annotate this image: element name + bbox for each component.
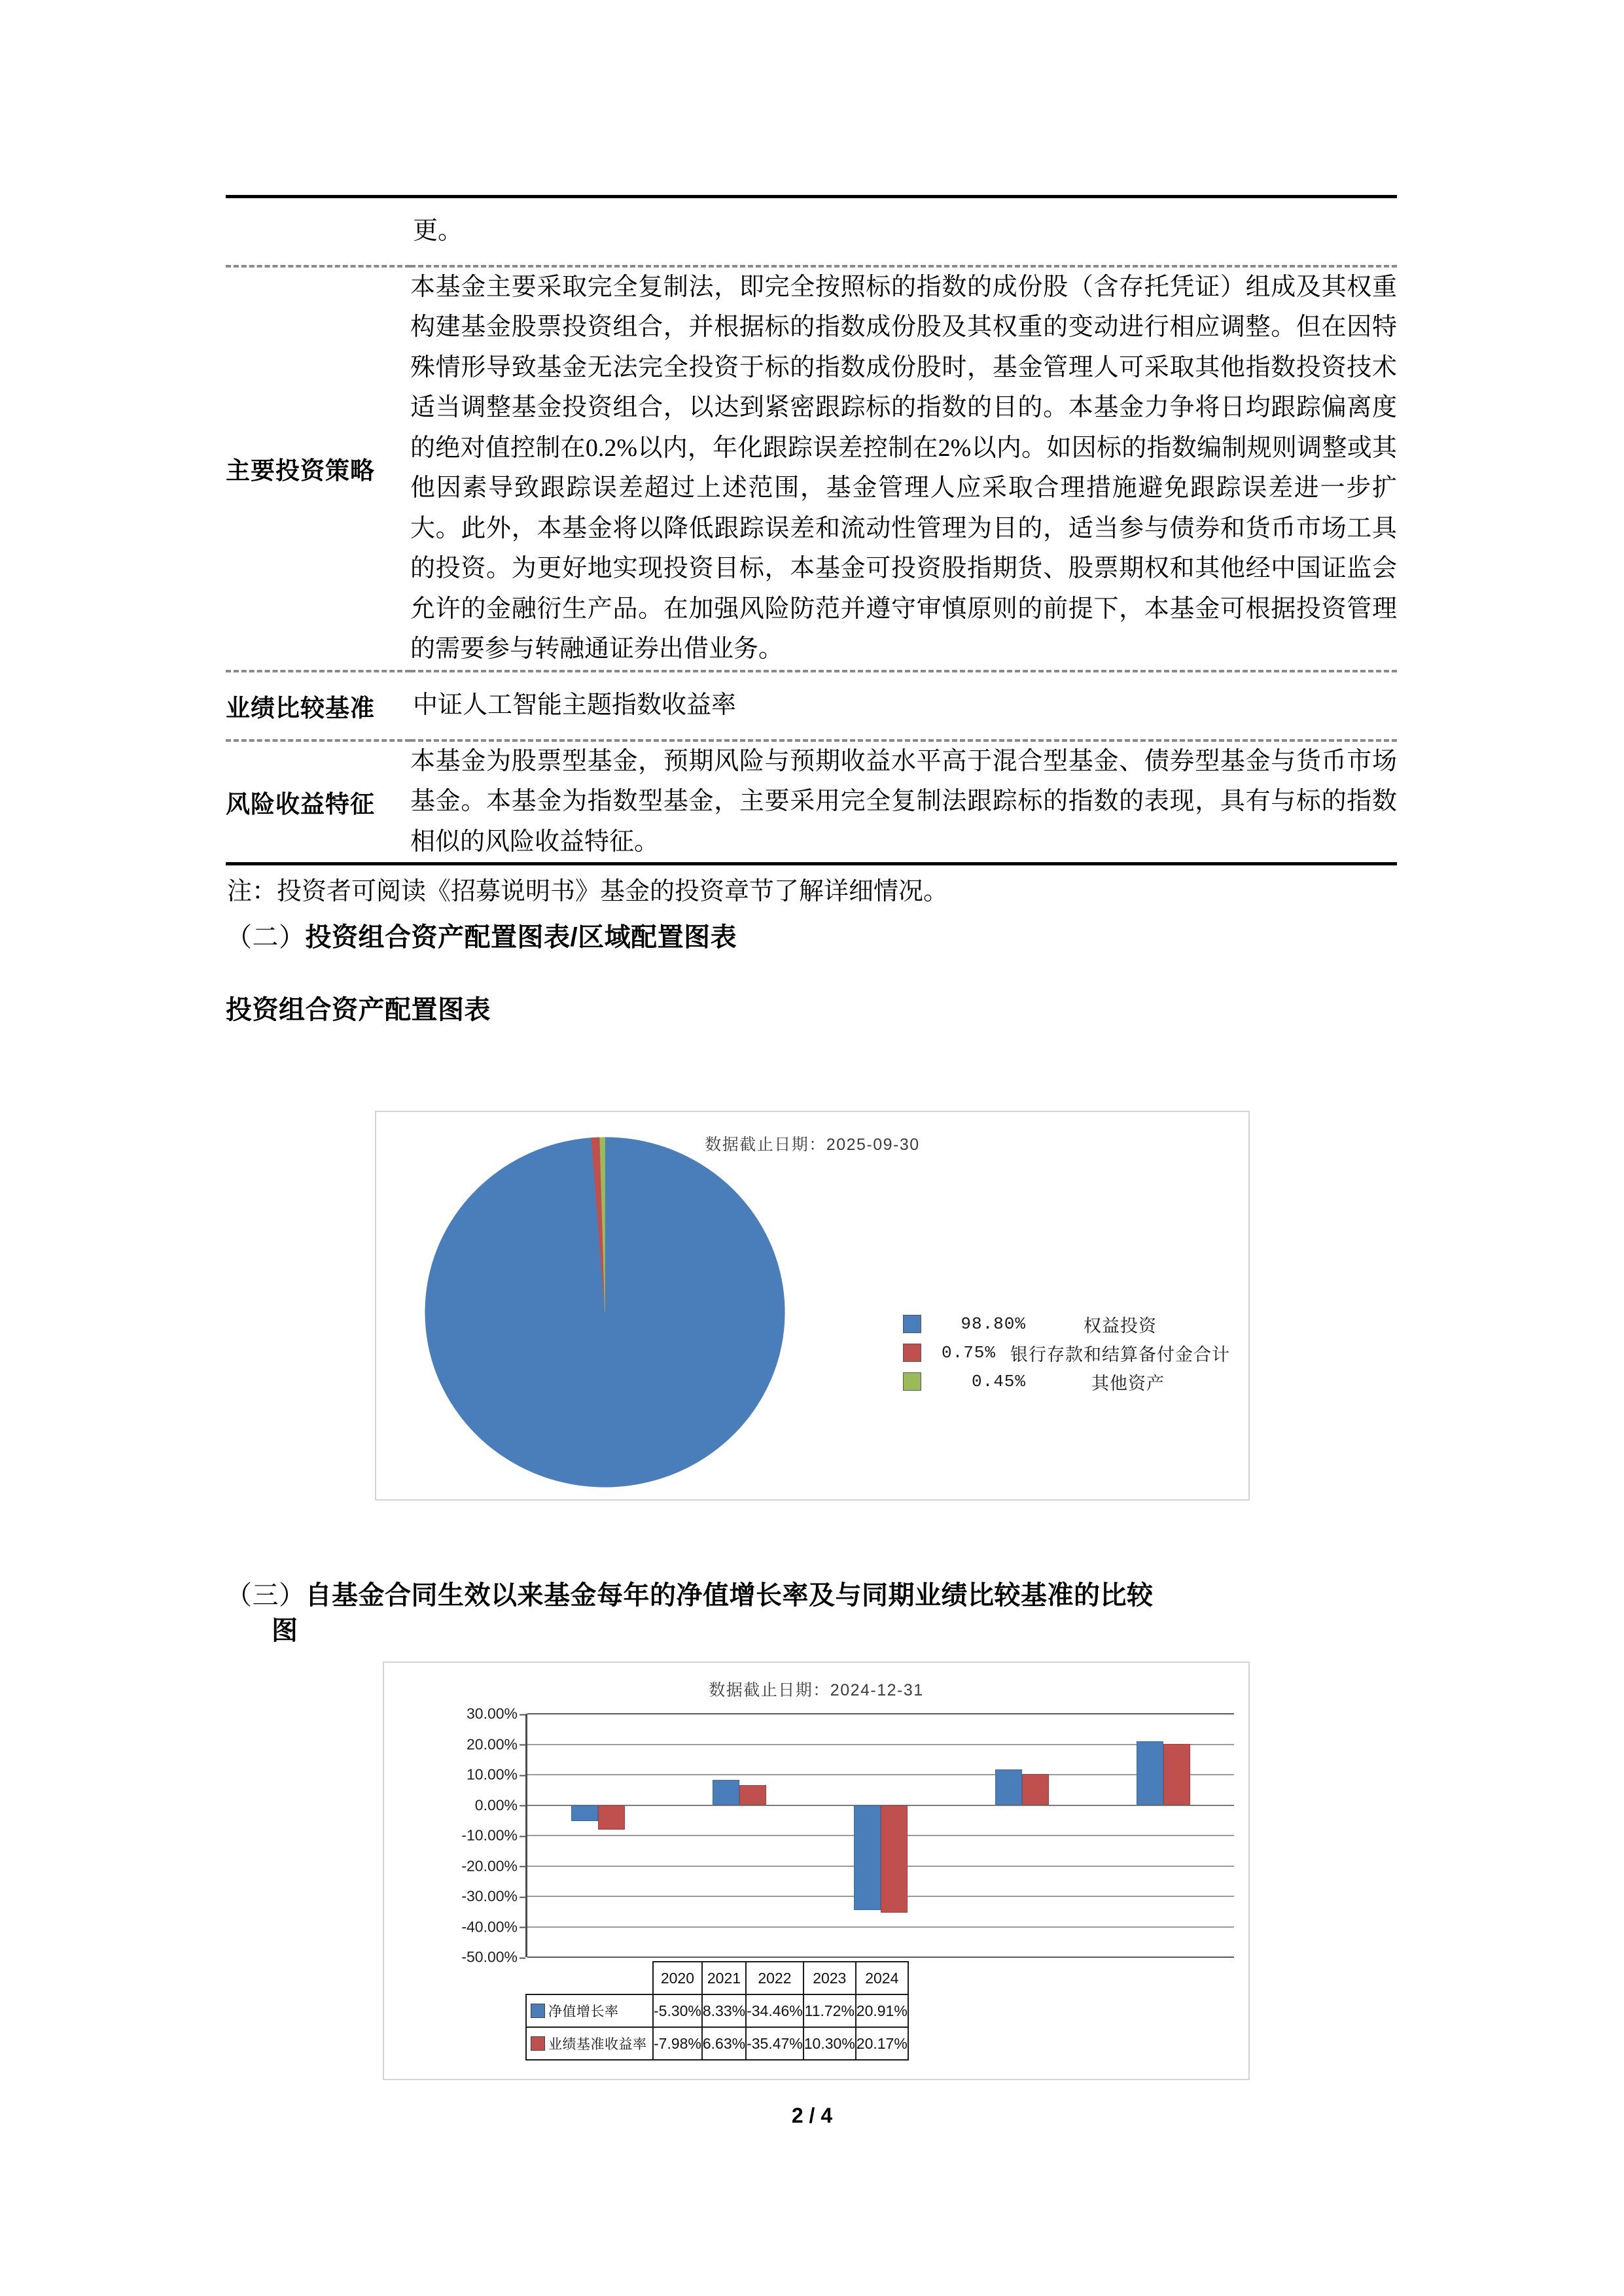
- bar-benchmark-2023: [1022, 1774, 1049, 1805]
- cell-bench-2024: 20.17%: [856, 2027, 908, 2060]
- bar-group: [951, 1714, 1093, 1957]
- series-swatch-icon: [531, 2004, 545, 2018]
- column-header-2020: 2020: [653, 1962, 702, 1994]
- row-label-risk-return: 风险收益特征: [226, 790, 375, 818]
- legend-swatch-icon: [903, 1372, 921, 1391]
- cell-bench-2022: -35.47%: [746, 2027, 803, 2060]
- legend-label: 权益投资: [1084, 1315, 1157, 1336]
- row-value-benchmark: 中证人工智能主题指数收益率: [413, 691, 737, 720]
- page-content: [226, 0, 1397, 1026]
- section-three-block: [226, 1563, 1397, 1648]
- table-header-row: [526, 1962, 908, 1994]
- table-row-benchmark-return: [526, 2027, 908, 2060]
- corner-cell: [526, 1962, 653, 1994]
- row-header-benchmark-return: [526, 2027, 653, 2060]
- cell-nav-2020: -5.30%: [653, 1994, 702, 2027]
- series-swatch-icon: [531, 2036, 545, 2051]
- legend-label: 其他资产: [1091, 1373, 1165, 1393]
- section-three-title-line2: 图: [272, 1616, 298, 1645]
- legend-item-other-assets: [903, 1367, 1230, 1396]
- section-two-title: 投资组合资产配置图表/区域配置图表: [305, 923, 737, 952]
- pie-graphic: [423, 1136, 786, 1489]
- legend-swatch-icon: [903, 1344, 921, 1362]
- bar-group: [810, 1714, 951, 1957]
- pie-legend: [903, 1310, 1230, 1396]
- bar-nav-growth-2021: [713, 1780, 739, 1805]
- series-name: 业绩基准收益率: [548, 2037, 647, 2052]
- cell-nav-2024: 20.91%: [856, 1994, 908, 2027]
- legend-item-equity: [903, 1310, 1230, 1338]
- bar-nav-growth-2024: [1137, 1741, 1163, 1805]
- bar-group: [1093, 1714, 1234, 1957]
- legend-value: 0.75%: [941, 1343, 996, 1363]
- row-label: [226, 197, 410, 266]
- row-value-investment-strategy: 本基金主要采取完全复制法，即完全按照标的指数的成份股（含存托凭证）组成及其权重构建基金股票投资组合，并根据标的指数成份股及其权重的变动进行相应调整。但在因特殊情形导致基金无法完全投资于标的指数成份股时，基金管理人可采取其他指数投资技术适当调整基金投资组合，以达到紧密跟踪标的指数的目的。本基金力争将日均跟踪偏离度的绝对值控制在0.2%以内，年化跟踪误差控制在2%以内。如因标的指数编制规则调整或其他因素导致跟踪误差超过上述范围，基金管理人应采取合理措施避免跟踪误差进一步扩大。此外，本基金将以降低跟踪误差和流动性管理为目的，适当参与债券和货币市场工具的投资。为更好地实现投资目标，本基金可投资股指期货、股票期权和其他经中国证监会允许的金融衍生产品。在加强风险防范并遵守审慎原则的前提下，本基金可根据投资管理的需要参与转融通证券出借业务。: [410, 273, 1397, 663]
- annual-return-data-table: [525, 1961, 909, 2061]
- cell-nav-2021: 8.33%: [702, 1994, 746, 2027]
- cell-bench-2020: -7.98%: [653, 2027, 702, 2060]
- bar-benchmark-2021: [739, 1785, 766, 1805]
- section-two-number: （二）: [226, 922, 306, 952]
- legend-swatch-icon: [903, 1315, 921, 1333]
- plot-area: [525, 1714, 1234, 1957]
- legend-label: 银行存款和结算备付金合计: [1010, 1344, 1230, 1365]
- legend-value: 98.80%: [961, 1314, 1026, 1334]
- fund-info-table: [226, 195, 1397, 865]
- row-label-benchmark: 业绩比较基准: [226, 694, 375, 722]
- column-header-2024: 2024: [856, 1962, 908, 1994]
- legend-item-bank-deposit: [903, 1338, 1230, 1367]
- bar-nav-growth-2023: [995, 1769, 1022, 1805]
- table-row: [226, 197, 1397, 266]
- y-axis-tick-label: -20.00%: [461, 1857, 518, 1874]
- series-name: 净值增长率: [548, 2004, 619, 2019]
- cell-bench-2023: 10.30%: [803, 2027, 856, 2060]
- cell-nav-2022: -34.46%: [746, 1994, 803, 2027]
- bar-nav-growth-2022: [854, 1805, 881, 1910]
- bar-group: [669, 1714, 810, 1957]
- bars-layer: [527, 1714, 1234, 1957]
- bar-benchmark-2020: [598, 1805, 625, 1830]
- asset-allocation-pie-chart: [375, 1111, 1250, 1501]
- bar-benchmark-2024: [1163, 1744, 1190, 1805]
- y-axis-tick-label: -30.00%: [461, 1887, 518, 1905]
- y-axis-tick-label: 30.00%: [466, 1705, 518, 1722]
- row-value: 更。: [413, 217, 463, 245]
- row-header-nav-growth: [526, 1994, 653, 2027]
- table-row: [226, 266, 1397, 671]
- bar-chart-title: 数据截止日期：2024-12-31: [709, 1681, 924, 1699]
- annual-return-bar-chart: [383, 1661, 1250, 2080]
- y-axis-tick-label: -10.00%: [461, 1826, 518, 1844]
- legend-value: 0.45%: [971, 1372, 1026, 1391]
- section-two-subheading: 投资组合资产配置图表: [226, 996, 491, 1025]
- y-axis-tick-label: -40.00%: [461, 1918, 518, 1935]
- bar-group: [527, 1714, 669, 1957]
- cell-nav-2023: 11.72%: [803, 1994, 856, 2027]
- row-label-investment-strategy: 主要投资策略: [226, 457, 375, 485]
- y-axis: [422, 1705, 525, 1966]
- cell-bench-2021: 6.63%: [702, 2027, 746, 2060]
- section-three-heading: [226, 1578, 1397, 1648]
- column-header-2022: 2022: [746, 1962, 803, 1994]
- bar-benchmark-2022: [881, 1805, 908, 1913]
- pie-svg: [423, 1136, 786, 1489]
- bar-chart-plot: [422, 1705, 1234, 1966]
- table-note: 注：投资者可阅读《招募说明书》基金的投资章节了解详细情况。: [227, 878, 949, 906]
- page-number: 2 / 4: [791, 2104, 833, 2127]
- bar-nav-growth-2020: [571, 1805, 598, 1822]
- section-three-number: （三）: [226, 1580, 306, 1610]
- table-row: [226, 740, 1397, 864]
- y-axis-tick-label: -50.00%: [461, 1948, 518, 1966]
- table-row: [226, 671, 1397, 740]
- y-axis-tick-label: 20.00%: [466, 1735, 518, 1752]
- row-value-risk-return: 本基金为股票型基金，预期风险与预期收益水平高于混合型基金、债券型基金与货币市场基金。本基金为指数型基金，主要采用完全复制法跟踪标的指数的表现，具有与标的指数相似的风险收益特征。: [410, 747, 1397, 856]
- table-row-nav-growth: [526, 1994, 908, 2027]
- column-header-2023: 2023: [803, 1962, 856, 1994]
- section-two-heading: [226, 920, 1397, 955]
- pie-chart-title: 数据截止日期：2025-09-30: [705, 1136, 920, 1154]
- y-axis-tick-label: 10.00%: [466, 1765, 518, 1783]
- section-three-title: 自基金合同生效以来基金每年的净值增长率及与同期业绩比较基准的比较: [305, 1581, 1154, 1610]
- y-axis-tick-label: 0.00%: [474, 1796, 518, 1813]
- column-header-2021: 2021: [702, 1962, 746, 1994]
